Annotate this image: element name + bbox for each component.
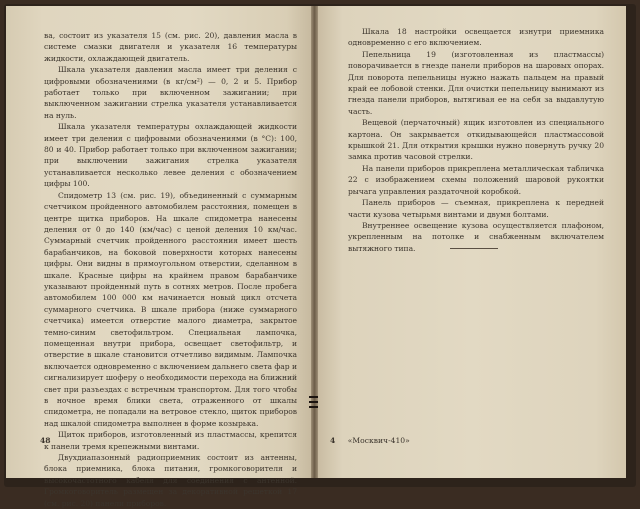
paragraph: На панели приборов прикреплена металлическая табличка 22 с изображением схемы положений шаровой рукоятки рычага управления раздаточной коробкой.: [348, 163, 604, 196]
paragraph: Панель приборов — съемная, прикреплена к передней части кузова четырьмя винтами и двумя болтами.: [348, 198, 604, 219]
signature-number: 4: [330, 436, 336, 445]
right-page-text: [348, 26, 604, 254]
paragraph: Пепельница 19 (изготовленная из пластмассы) поворачивается в гнезде панели приборов на шаровых опорах. Для поворота пепельницы нужно нажать пальцем на правый край ее лобовой стенки. Для очистки пепельницу вынимают из гнезда панели приборов, вытягивая ее на себя за выдавлутую часть.: [348, 49, 604, 116]
left-page: [6, 6, 311, 508]
paragraph: Шкала указателя температуры охлаждающей жидкости имеет три деления с цифровыми обозначениями (в °C): 100, 80 и 40. Прибор работает только при включенном зажигании; при выключении зажигания стрелка указателя устанавливается несколько левее деления с обозначением цифры 100.: [44, 122, 297, 189]
paragraph: Щиток приборов, изготовленный из пластмассы, крепится к панели тремя крепежными винтами.: [44, 430, 297, 451]
paragraph: Спидометр 13 (см. рис. 19), объединенный с суммарным счетчиком пройденного автомобилем расстояния, помещен в центре щитка приборов. На шкале спидометра нанесены деления от 0 до 140 (км/час) с ценой деления 10 км/час. Суммарный счетчик пройденного расстояния имеет шесть барабанчиков, на боковой поверхности которых нанесены цифры. Они видны в прямоугольном отверстии, сделанном в шкале. Красные цифры на крайнем правом барабанчике указывают пройденный путь в сотнях метров. После пробега автомобилем 100 000 км начинается новый цикл отсчета суммарного счетчика. В шкале прибора (ниже суммарного счетчика) имеется отверстие малого диаметра, закрытое темно-синим светофильтром. Специальная лампочка, помещенная внутри прибора, освещает светофильтр, и отверстие в шкале становится отчетливо видимым. Лампочка включается одновременно с включением дальнего света фар и сигнализирует шоферу о необходимости перехода на ближний свет при разъездах с встречным транспортом. Для того чтобы в ночное время блики света, отраженного от шкалы спидометра, не попадали на ветровое стекло, щиток приборов над шкалой спидометра выполнен в форме козырька.: [44, 190, 297, 428]
page-number-left: 48: [40, 436, 51, 445]
paragraph: Внутреннее освещение кузова осуществляется плафоном, укрепленным на потолке и снабженным включателем вытяжного типа.: [348, 220, 604, 253]
paragraph: Шкала указателя давления масла имеет три деления с цифровыми обозначениями (в кг/см²) — 0, 2 и 5. Прибор работает только при включенном зажигании; при выключенном зажигании стрелка указателя устанавливается на нуль.: [44, 65, 297, 120]
paragraph: ва, состоит из указателя 15 (см. рис. 20), давления масла в системе смазки двигателя и указателя 16 температуры жидкости, охлаждающей двигатель.: [44, 31, 297, 63]
paragraph: Шкала 18 настройки освещается изнутри приемника одновременно с его включением.: [348, 27, 604, 48]
signature-text: «Москвич-410»: [347, 436, 410, 445]
signature-footer: [330, 436, 410, 445]
paragraph: Вещевой (перчаточный) ящик изготовлен из специального картона. Он закрывается откидывающейся пластмассовой крышкой 21. Для открытия крышки нужно повернуть ручку 20 замка против часовой стрелки.: [348, 118, 604, 162]
left-page-text: [44, 30, 297, 509]
paragraph: Двухдиапазонный радиоприемник состоит из антенны, блока приемника, блока питания, громкоговорителя и высокочастотного кабеля для соединения с антенной. Громкоговоритель размещен за декоративной решеткой 17 (см. рис. 20) панели приборов.: [44, 453, 297, 508]
right-page: [318, 6, 626, 478]
section-divider: [450, 248, 498, 249]
